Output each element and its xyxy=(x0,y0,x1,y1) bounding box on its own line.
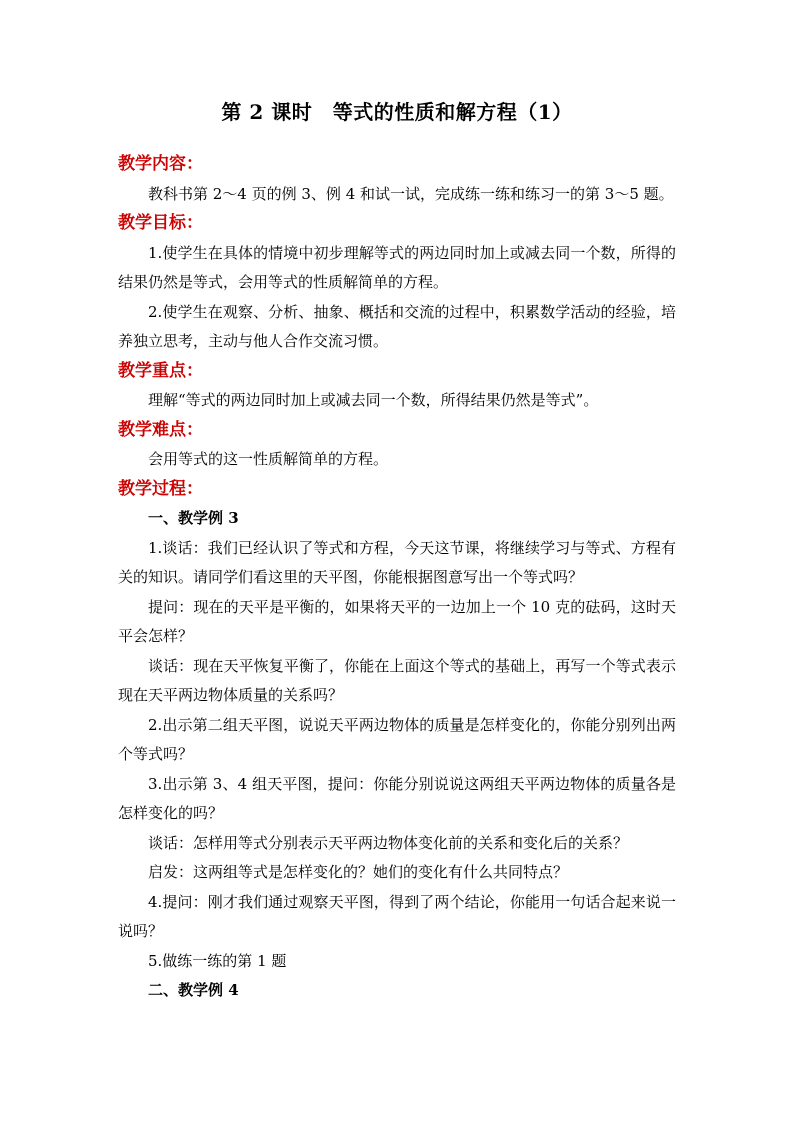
paragraph: 2.使学生在观察、分析、抽象、概括和交流的过程中，积累数学活动的经验，培养独立思考，主动与他人合作交流习惯。 xyxy=(118,302,676,350)
paragraph: 1.谈话：我们已经认识了等式和方程，今天这节课，将继续学习与等式、方程有关的知识。请同学们看这里的天平图，你能根据图意写出一个等式吗？ xyxy=(118,538,676,586)
paragraph: 谈话：怎样用等式分别表示天平两边物体变化前的关系和变化后的关系？ xyxy=(148,833,629,852)
paragraph: 4.提问：刚才我们通过观察天平图，得到了两个结论，你能用一句话合起来说一说吗？ xyxy=(118,892,676,940)
subheading-example-3: 一、教学例 3 xyxy=(148,509,239,527)
heading-difficulties: 教学难点： xyxy=(118,419,203,440)
paragraph: 2.出示第二组天平图，说说天平两边物体的质量是怎样变化的，你能分别列出两个等式吗？ xyxy=(118,715,676,763)
heading-teaching-process: 教学过程： xyxy=(118,478,203,499)
lesson-content xyxy=(118,150,676,1006)
heading-teaching-content: 教学内容： xyxy=(118,154,203,174)
paragraph: 教科书第 2～4 页的例 3、例 4 和试一试，完成练一练和练习一的第 3～5 题。 xyxy=(148,184,674,203)
paragraph: 启发：这两组等式是怎样变化的？她们的变化有什么共同特点？ xyxy=(148,863,569,881)
heading-key-points: 教学重点： xyxy=(118,360,203,381)
paragraph: 1.使学生在具体的情境中初步理解等式的两边同时加上或减去同一个数，所得的结果仍然是等式，会用等式的性质解简单的方程。 xyxy=(118,243,676,291)
heading-teaching-goals: 教学目标： xyxy=(118,213,203,233)
lesson-title: 第 2 课时 等式的性质和解方程（1） xyxy=(221,100,573,124)
paragraph: 理解“等式的两边同时加上或减去同一个数，所得结果仍然是等式”。 xyxy=(148,391,599,409)
paragraph: 会用等式的这一性质解简单的方程。 xyxy=(148,450,389,468)
subheading-example-4: 二、教学例 4 xyxy=(148,981,239,999)
paragraph: 5.做练一练的第 1 题 xyxy=(148,951,287,970)
paragraph: 3.出示第 3、4 组天平图，提问：你能分别说说这两组天平两边物体的质量各是怎样变化的吗？ xyxy=(118,774,676,822)
paragraph: 谈话：现在天平恢复平衡了，你能在上面这个等式的基础上，再写一个等式表示现在天平两边物体质量的关系吗？ xyxy=(118,656,676,704)
paragraph: 提问：现在的天平是平衡的，如果将天平的一边加上一个 10 克的砝码，这时天平会怎样？ xyxy=(118,597,676,645)
